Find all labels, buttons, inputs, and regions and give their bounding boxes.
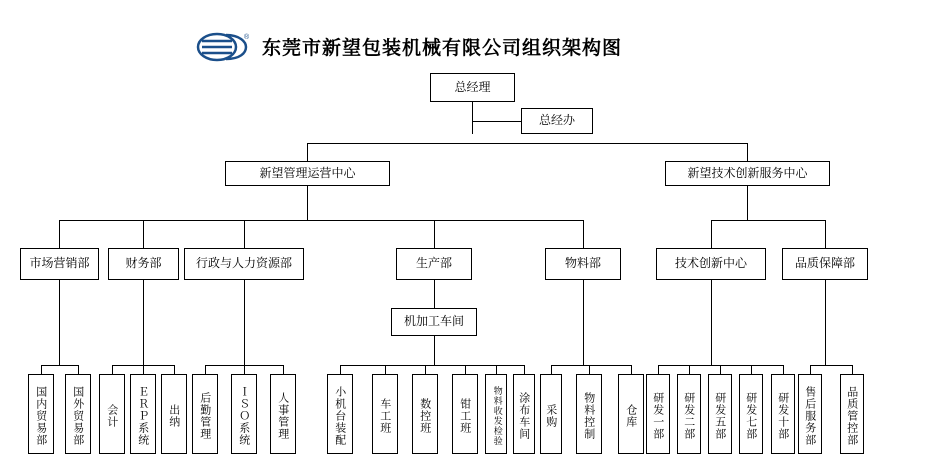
leaf-accounting[interactable]: 会计 (99, 374, 125, 454)
connector (205, 365, 206, 374)
node-dept-production[interactable]: 生产部 (396, 248, 472, 280)
connector (496, 365, 497, 374)
leaf-logistics-management[interactable]: 后勤管理 (192, 374, 218, 454)
connector (751, 365, 752, 374)
connector (434, 336, 435, 365)
connector (810, 365, 852, 366)
connector (78, 365, 79, 374)
connector (143, 220, 144, 248)
connector (711, 220, 825, 221)
connector (59, 280, 60, 365)
connector (583, 280, 584, 365)
connector (747, 143, 748, 161)
connector (283, 365, 284, 374)
connector (658, 365, 659, 374)
leaf-lathe-team[interactable]: 车工班 (372, 374, 398, 454)
connector (551, 365, 631, 366)
connector (425, 365, 426, 374)
connector (244, 365, 245, 374)
node-dept-material[interactable]: 物料部 (545, 248, 621, 280)
leaf-material-control[interactable]: 物料控制 (576, 374, 602, 454)
connector (551, 365, 552, 374)
node-dept-tech-innovation[interactable]: 技术创新中心 (656, 248, 766, 280)
leaf-rd-dept-7[interactable]: 研发七部 (739, 374, 763, 454)
connector (524, 365, 525, 374)
leaf-rd-dept-10[interactable]: 研发十部 (771, 374, 795, 454)
node-machining-workshop[interactable]: 机加工车间 (391, 308, 477, 336)
connector (434, 280, 435, 308)
connector (825, 280, 826, 365)
connector (711, 280, 712, 365)
connector (783, 365, 784, 374)
connector (711, 220, 712, 248)
connector (720, 365, 721, 374)
leaf-fitter-team[interactable]: 钳工班 (452, 374, 478, 454)
connector (244, 220, 245, 248)
node-dept-hr-admin[interactable]: 行政与人力资源部 (184, 248, 304, 280)
connector (465, 365, 466, 374)
connector (434, 220, 435, 248)
leaf-warehouse[interactable]: 仓库 (618, 374, 644, 454)
leaf-after-sales-service[interactable]: 售后服务部 (798, 374, 822, 454)
node-management-operation-center[interactable]: 新望管理运营中心 (225, 161, 390, 186)
connector (174, 365, 175, 374)
leaf-foreign-trade[interactable]: 国外贸易部 (65, 374, 91, 454)
connector (41, 365, 42, 374)
leaf-rd-dept-1[interactable]: 研发一部 (646, 374, 670, 454)
leaf-rd-dept-2[interactable]: 研发二部 (677, 374, 701, 454)
node-tech-innovation-service-center[interactable]: 新望技术创新服务中心 (665, 161, 830, 186)
connector (631, 365, 632, 374)
leaf-coating-workshop[interactable]: 涂布车间 (513, 374, 535, 454)
connector (59, 220, 583, 221)
connector (589, 365, 590, 374)
connector (340, 365, 341, 374)
leaf-small-machine-assembly[interactable]: 小机台装配 (327, 374, 353, 454)
leaf-iso-system[interactable]: ＩＳＯ系统 (231, 374, 257, 454)
connector (689, 365, 690, 374)
connector (244, 280, 245, 365)
leaf-personnel-management[interactable]: 人事管理 (270, 374, 296, 454)
connector (825, 220, 826, 248)
leaf-erp-system[interactable]: ＥＲＰ系统 (130, 374, 156, 454)
leaf-cnc-team[interactable]: 数控班 (412, 374, 438, 454)
connector (59, 220, 60, 248)
connector (472, 121, 522, 122)
node-general-manager[interactable]: 总经理 (430, 73, 515, 102)
node-gm-office[interactable]: 总经办 (521, 108, 593, 134)
connector (472, 102, 473, 134)
leaf-quality-control[interactable]: 品质管控部 (840, 374, 864, 454)
svg-text:®: ® (244, 34, 250, 41)
company-logo-icon (196, 30, 252, 64)
connector (143, 280, 144, 365)
connector (852, 365, 853, 374)
connector (307, 143, 747, 144)
leaf-cashier[interactable]: 出纳 (161, 374, 187, 454)
node-dept-marketing[interactable]: 市场营销部 (20, 248, 99, 280)
connector (41, 365, 78, 366)
connector (583, 220, 584, 248)
connector (143, 365, 144, 374)
leaf-material-inspection[interactable]: 物料收发检验 (485, 374, 507, 454)
leaf-rd-dept-5[interactable]: 研发五部 (708, 374, 732, 454)
leaf-purchasing[interactable]: 采购 (540, 374, 562, 454)
connector (810, 365, 811, 374)
node-dept-finance[interactable]: 财务部 (108, 248, 179, 280)
connector (112, 365, 113, 374)
connector (385, 365, 386, 374)
connector (747, 186, 748, 220)
connector (307, 186, 308, 220)
leaf-domestic-trade[interactable]: 国内贸易部 (28, 374, 54, 454)
page-title: 东莞市新望包装机械有限公司组织架构图 (262, 37, 623, 59)
node-dept-quality[interactable]: 品质保障部 (782, 248, 868, 280)
connector (307, 143, 308, 161)
